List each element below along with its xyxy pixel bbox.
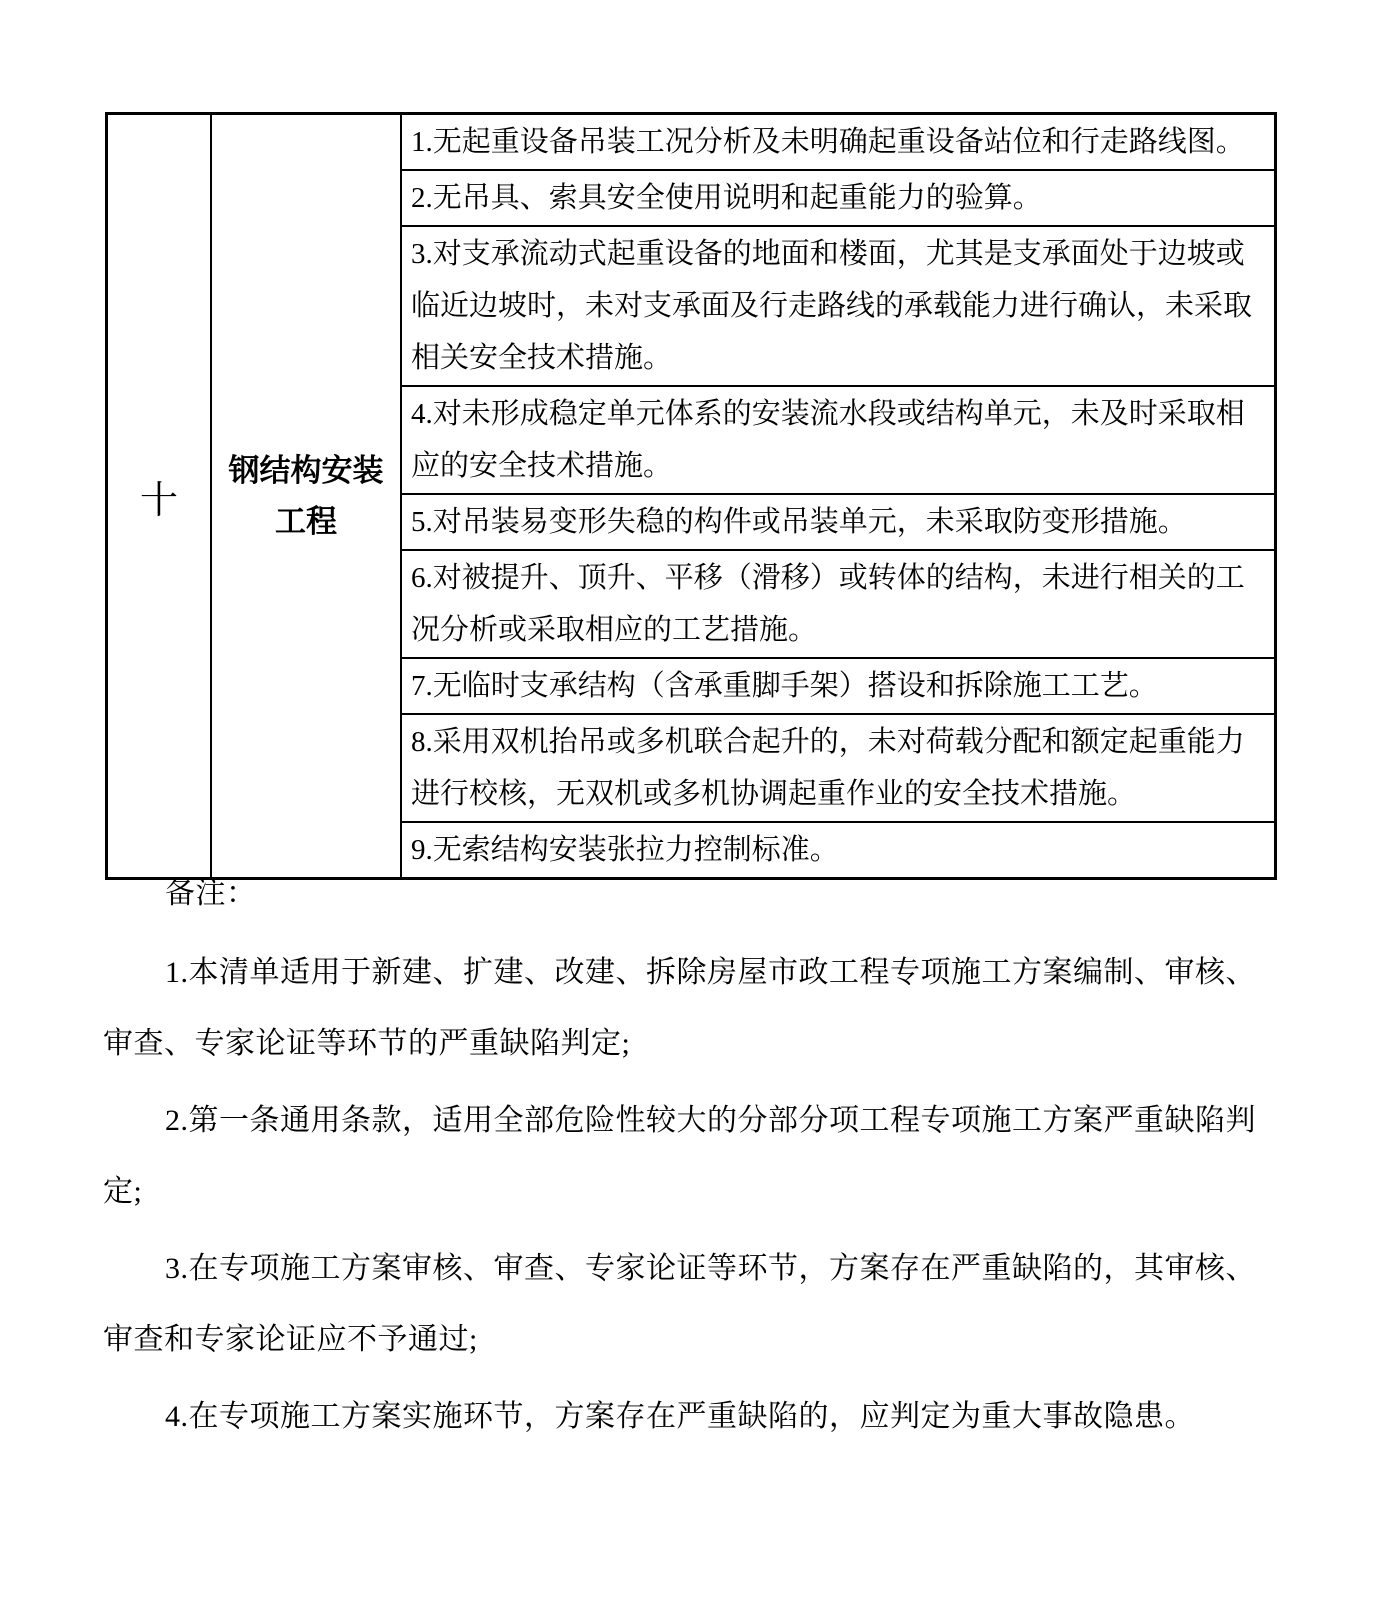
defect-item-3: 3.对支承流动式起重设备的地面和楼面，尤其是支承面处于边坡或临近边坡时，未对支承面及行走路线的承载能力进行确认，未采取相关安全技术措施。 (401, 226, 1276, 386)
category-cell: 钢结构安装工程 (211, 114, 401, 879)
table-row (107, 114, 1276, 171)
notes-label: 备注： (165, 877, 257, 910)
defect-item-7: 7.无临时支承结构（含承重脚手架）搭设和拆除施工工艺。 (401, 658, 1276, 714)
row-number-cell: 十 (107, 114, 212, 879)
defect-table (105, 112, 1277, 880)
defect-item-9: 9.无索结构安装张拉力控制标准。 (401, 822, 1276, 879)
note-item-4: 4.在专项施工方案实施环节，方案存在严重缺陷的，应判定为重大事故隐患。 (165, 1400, 1195, 1433)
defect-item-2: 2.无吊具、索具安全使用说明和起重能力的验算。 (401, 170, 1276, 226)
defect-item-5: 5.对吊装易变形失稳的构件或吊装单元，未采取防变形措施。 (401, 494, 1276, 550)
defect-item-8: 8.采用双机抬吊或多机联合起升的，未对荷载分配和额定起重能力进行校核，无双机或多机协调起重作业的安全技术措施。 (401, 714, 1276, 822)
defect-item-4: 4.对未形成稳定单元体系的安装流水段或结构单元，未及时采取相应的安全技术措施。 (401, 386, 1276, 494)
note-item-3: 3.在专项施工方案审核、审查、专家论证等环节，方案存在严重缺陷的，其审核、审查和专家论证应不予通过; (103, 1252, 1256, 1356)
notes-section (103, 858, 1277, 1458)
note-item-1: 1.本清单适用于新建、扩建、改建、拆除房屋市政工程专项施工方案编制、审核、审查、专家论证等环节的严重缺陷判定; (103, 956, 1256, 1060)
defect-item-6: 6.对被提升、顶升、平移（滑移）或转体的结构，未进行相关的工况分析或采取相应的工艺措施。 (401, 550, 1276, 658)
note-item-2: 2.第一条通用条款，适用全部危险性较大的分部分项工程专项施工方案严重缺陷判定; (103, 1104, 1256, 1208)
defect-item-1: 1.无起重设备吊装工况分析及未明确起重设备站位和行走路线图。 (401, 114, 1276, 171)
